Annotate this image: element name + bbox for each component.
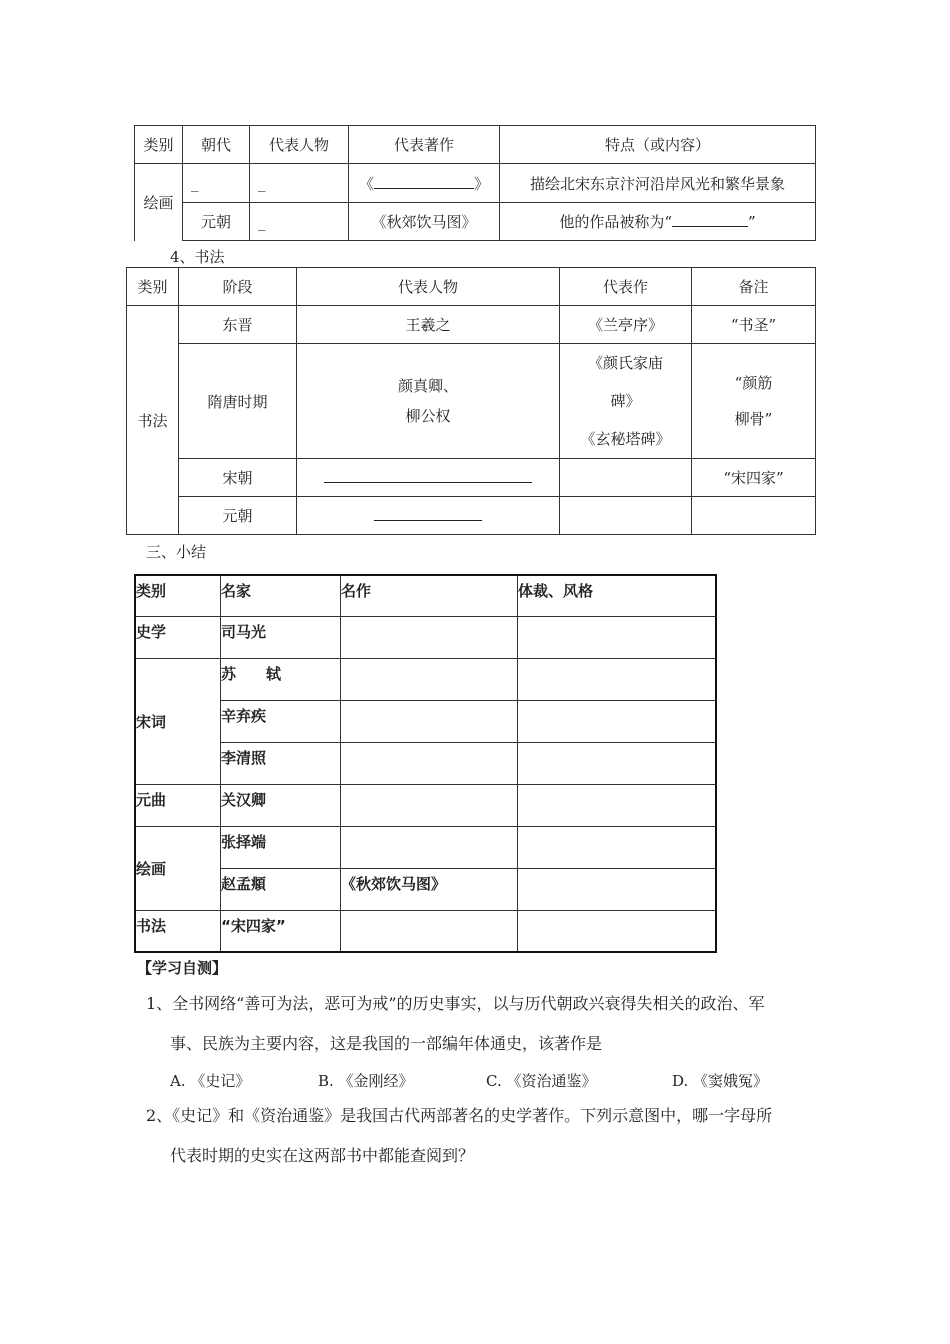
- name-cell: “宋四家”: [221, 910, 341, 952]
- stage-cell: 隋唐时期: [179, 344, 297, 459]
- note-cell: “书圣”: [692, 306, 816, 344]
- question-2-line-2: 代表时期的史实在这两部书中都能查阅到？: [170, 1146, 475, 1165]
- painting-table: [134, 125, 816, 241]
- name-cell: 司马光: [221, 616, 341, 658]
- name-cell: 辛弃疾: [221, 700, 341, 742]
- summary-table: [134, 574, 717, 953]
- person-cell: [297, 459, 560, 497]
- stage-cell: 宋朝: [179, 459, 297, 497]
- header-work: 代表作: [560, 268, 692, 306]
- header-work: 代表著作: [349, 126, 500, 164]
- blank-line: [374, 174, 474, 189]
- self-test-title: 【学习自测】: [137, 959, 228, 977]
- header-category: 类别: [135, 575, 221, 616]
- row1-person: _: [250, 164, 349, 203]
- header-style: 体裁、风格: [518, 575, 717, 616]
- name-cell: 关汉卿: [221, 784, 341, 826]
- person-cell: 颜真卿、 柳公权: [297, 344, 560, 459]
- row1-dynasty: _: [183, 164, 250, 203]
- row1-work: 《 》: [349, 164, 500, 203]
- name-cell: 苏 轼: [221, 658, 341, 700]
- row2-work: 《秋郊饮马图》: [349, 203, 500, 241]
- painting-category: 绘画: [135, 164, 183, 241]
- person-cell: [297, 497, 560, 535]
- header-note: 备注: [692, 268, 816, 306]
- category-cell: 书法: [135, 910, 221, 952]
- option-a: A. 《史记》: [170, 1072, 251, 1090]
- row1-feature: 描绘北宋东京汴河沿岸风光和繁华景象: [500, 164, 816, 203]
- header-name: 名家: [221, 575, 341, 616]
- work-cell: [560, 497, 692, 535]
- category-cell: 史学: [135, 616, 221, 658]
- option-b: B. 《金刚经》: [318, 1072, 414, 1090]
- work-cell: 《颜氏家庙 碑》 《玄秘塔碑》: [560, 344, 692, 459]
- name-cell: 张择端: [221, 826, 341, 868]
- work-cell: [560, 459, 692, 497]
- stage-cell: 东晋: [179, 306, 297, 344]
- calligraphy-table: [126, 267, 816, 535]
- blank-line: [374, 506, 482, 521]
- name-cell: 李清照: [221, 742, 341, 784]
- work-cell: 《秋郊饮马图》: [341, 868, 518, 910]
- note-cell: “颜筋 柳骨”: [692, 344, 816, 459]
- name-cell: 赵孟頫: [221, 868, 341, 910]
- category-cell: 元曲: [135, 784, 221, 826]
- header-person: 代表人物: [297, 268, 560, 306]
- category-cell: 宋词: [135, 658, 221, 784]
- question-1-line-2: 事、民族为主要内容，这是我国的一部编年体通史，该著作是: [170, 1034, 603, 1053]
- category-cell: 绘画: [135, 826, 221, 910]
- stage-cell: 元朝: [179, 497, 297, 535]
- header-work: 名作: [341, 575, 518, 616]
- note-cell: [692, 497, 816, 535]
- calligraphy-category: 书法: [127, 306, 179, 535]
- person-cell: 王羲之: [297, 306, 560, 344]
- row2-feature: 他的作品被称为“ ”: [500, 203, 816, 241]
- blank-line: [672, 212, 748, 227]
- blank-line: [324, 468, 532, 483]
- header-feature: 特点（或内容）: [500, 126, 816, 164]
- summary-heading: 三、小结: [146, 543, 207, 561]
- header-stage: 阶段: [179, 268, 297, 306]
- row2-dynasty: 元朝: [183, 203, 250, 241]
- option-c: C. 《资治通鉴》: [486, 1072, 597, 1090]
- header-person: 代表人物: [250, 126, 349, 164]
- row2-person: _: [250, 203, 349, 241]
- header-category: 类别: [127, 268, 179, 306]
- question-1-line-1: 1、全书网络“善可为法，恶可为戒”的历史事实，以与历代朝政兴衰得失相关的政治、军: [146, 994, 765, 1013]
- work-cell: 《兰亭序》: [560, 306, 692, 344]
- question-2-line-1: 2、《史记》和《资治通鉴》是我国古代两部著名的史学著作。下列示意图中，哪一字母所: [146, 1106, 773, 1125]
- calligraphy-heading: 4、书法: [170, 248, 225, 266]
- note-cell: “宋四家”: [692, 459, 816, 497]
- option-d: D. 《窦娥冤》: [672, 1072, 769, 1090]
- header-category: 类别: [135, 126, 183, 164]
- header-dynasty: 朝代: [183, 126, 250, 164]
